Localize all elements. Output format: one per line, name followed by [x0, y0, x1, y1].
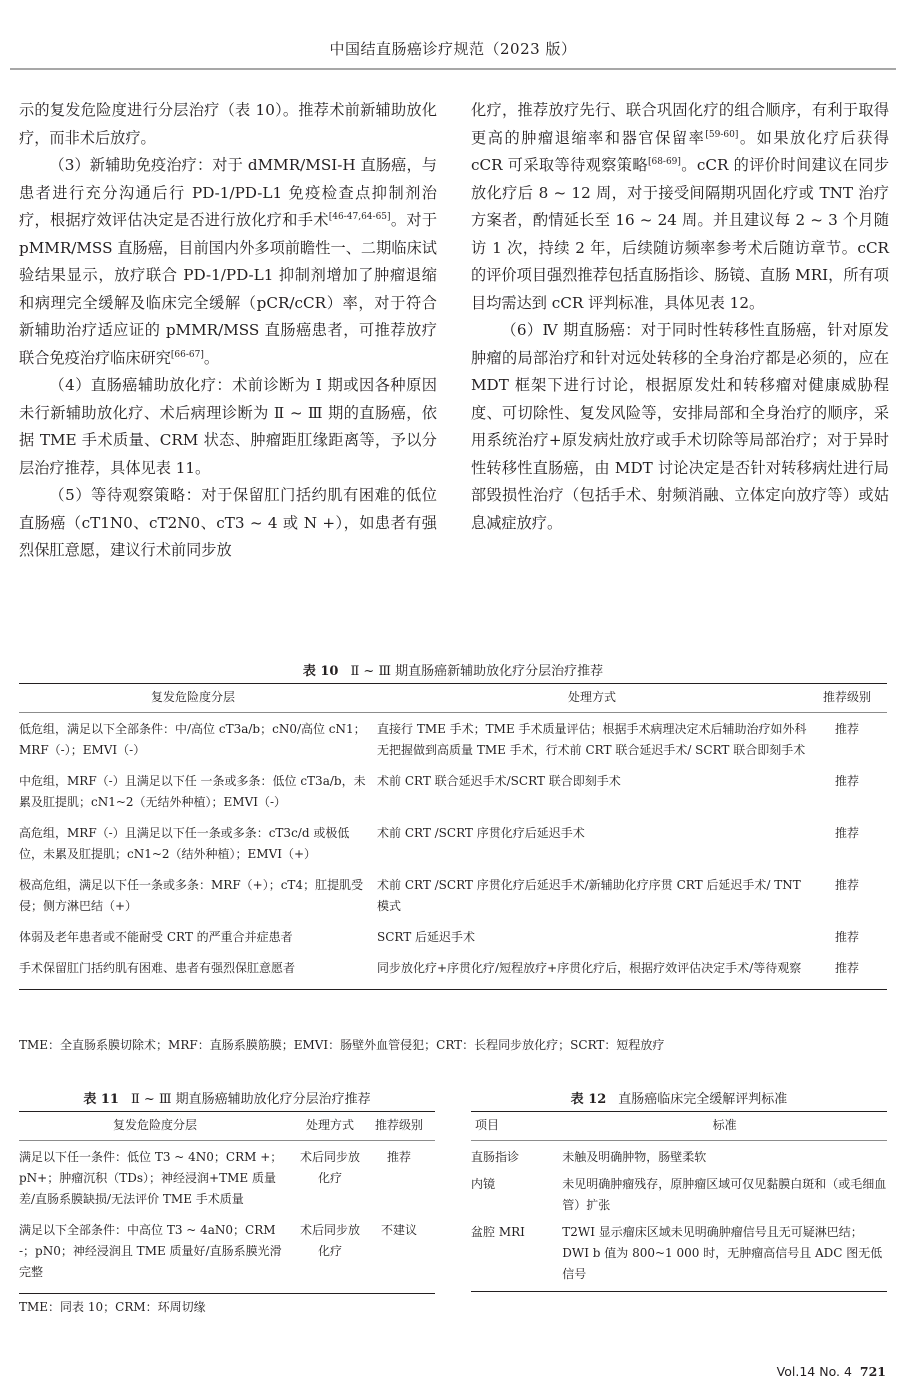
table-row: 高危组，MRF（-）且满足以下任一条或多条：cT3c/d 或极低位，未累及肛提肌；cN1~2（结外种植）；EMVI（+） 术前 CRT /SCRT 序贯化疗后延迟手术 推荐	[19, 826, 859, 861]
table-row: 手术保留肛门括约肌有困难、患者有强烈保肛意愿者 同步放化疗+序贯化疗/短程放疗+序贯化疗后，根据疗效评估决定手术/等待观察 推荐	[19, 958, 887, 990]
page-number: 721	[859, 1364, 886, 1379]
table-header: 推荐级别	[822, 690, 871, 704]
paragraph: 化疗，推荐放疗先行、联合巩固化疗的组合顺序，有利于取得更高的肿瘤退缩率和器官保留率[59-60]。如果放化疗后获得 cCR 可采取等待观察策略[68-69]。cCR 的评价时间建议在同步放化疗后 8 ~ 12 周，对于接受间隔期巩固化疗或 TNT 治疗方案者，酌情延长至 16 ~ 24 周。并且建议每 2 ~ 3 个月随访 1 次，持续 2 年，后续随访频率参考术后随访章节。cCR 的评价项目强烈推荐包括直肠指诊、肠镜、直肠 MRI，所有项目均需达到 cCR 评判标准，具体见表 12。	[471, 101, 890, 312]
table12	[471, 1111, 887, 1292]
table-row: 内镜 未见明确肿瘤残存，原肿瘤区域可仅见黏膜白斑和（或毛细血管）扩张	[471, 1177, 887, 1212]
citation: [66-67]	[170, 349, 204, 360]
table-header: 复发危险度分层	[150, 690, 235, 704]
table-header: 项目	[475, 1118, 500, 1132]
table12-caption: 表 12 直肠癌临床完全缓解评判标准	[570, 1092, 788, 1107]
table11	[19, 1111, 435, 1294]
table-header: 复发危险度分层	[112, 1118, 197, 1132]
table11-caption: 表 11 Ⅱ ~ Ⅲ 期直肠癌辅助放化疗分层治疗推荐	[83, 1092, 371, 1107]
citation: [59-60]	[705, 129, 739, 140]
paragraph-watch-and-wait: （5）等待观察策略：对于保留肛门括约肌有困难的低位直肠癌（cT1N0、cT2N0、cT3 ~ 4 或 N +），如患者有强烈保肛意愿，建议行术前同步放	[19, 486, 437, 559]
table-row: 体弱及老年患者或不能耐受 CRT 的严重合并症患者 SCRT 后延迟手术 推荐	[19, 930, 859, 944]
paragraph-neoadjuvant-immunotherapy: （3）新辅助免疫治疗：对于 dMMR/MSI-H 直肠癌，与患者进行充分沟通后行 PD-1/PD-L1 免疫检查点抑制剂治疗，根据疗效评估决定是否进行放化疗和手术[46-47,64-65]。对于 pMMR/MSS 直肠癌，目前国内外多项前瞻性一、二期临床试验结果显示，放疗联合 PD-1/PD-L1 抑制剂增加了肿瘤退缩和病理完全缓解及临床完全缓解（pCR/cCR）率，对于符合新辅助治疗适应证的 pMMR/MSS 直肠癌患者，可推荐放疗联合免疫治疗临床研究[66-67]。	[19, 156, 438, 367]
table-row: 低危组，满足以下全部条件：中/高位 cT3a/b；cN0/高位 cN1；MRF（-）；EMVI（-） 直接行 TME 手术；TME 手术质量评估；根据手术病理决定术后辅助治疗如外科无把握做到高质量 TME 手术，行术前 CRT 联合延迟手术/ SCRT 联合即刻手术 推荐	[19, 722, 859, 757]
table-row: 中危组，MRF（-）且满足以下任 一条或多条：低位 cT3a/b，未累及肛提肌；cN1~2（无结外种植）；EMVI（-） 术前 CRT 联合延迟手术/SCRT 联合即刻手术 推荐	[19, 774, 859, 809]
paragraph-stage-iv: （6）Ⅳ 期直肠癌：对于同时性转移性直肠癌，针对原发肿瘤的局部治疗和针对远处转移的全身治疗都是必须的，应在 MDT 框架下进行讨论，根据原发灶和转移瘤对健康威胁程度、可切除性、复发风险等，安排局部和全身治疗的顺序，采用系统治疗+原发病灶放疗或手术切除等局部治疗；对于异时性转移性直肠癌，由 MDT 讨论决定是否针对转移病灶进行局部毁损性治疗（包括手术、射频消融、立体定向放疗等）或姑息减症放疗。	[471, 321, 889, 532]
table10	[19, 683, 887, 990]
table-row: 满足以下任一条件：低位 T3 ~ 4N0；CRM +；pN+；肿瘤沉积（TDs）；神经浸润+TME 质量差/直肠系膜缺损/无法评价 TME 手术质量 术后同步放化疗 推荐	[19, 1150, 411, 1206]
paragraph-adjuvant-chemoradiotherapy: （4）直肠癌辅助放化疗：术前诊断为 Ⅰ 期或因各种原因未行新辅助放化疗、术后病理诊断为 Ⅱ ~ Ⅲ 期的直肠癌，依据 TME 手术质量、CRM 状态、肿瘤距肛缘距离等，予以分层治疗推荐，具体见表 11。	[19, 376, 437, 477]
table-header: 推荐级别	[374, 1118, 423, 1132]
header-rule	[10, 68, 896, 70]
table10-caption: 表 10 Ⅱ ~ Ⅲ 期直肠癌新辅助放化疗分层治疗推荐	[302, 664, 604, 679]
table10-footnote: TME：全直肠系膜切除术；MRF：直肠系膜筋膜；EMVI：肠壁外血管侵犯；CRT：长程同步放化疗；SCRT：短程放疗	[19, 1038, 665, 1052]
table-header: 处理方式	[567, 690, 616, 704]
paragraph: 示的复发危险度进行分层治疗（表 10）。推荐术前新辅助放化疗，而非术后放疗。	[19, 101, 437, 147]
volume-issue: Vol.14 No. 4	[776, 1364, 852, 1379]
table-row: 盆腔 MRI T2WI 显示瘤床区域未见明确肿瘤信号且无可疑淋巴结；DWI b 值为 800~1 000 时，无肿瘤高信号且 ADC 图无低信号	[471, 1222, 887, 1292]
citation: [46-47,64-65]	[328, 212, 391, 222]
table-row: 极高危组，满足以下任一条或多条：MRF（+）；cT4；肛提肌受侵；侧方淋巴结（+） 术前 CRT /SCRT 序贯化疗后延迟手术/新辅助化疗序贯 CRT 后延迟手术/ TNT 模式 推荐	[19, 878, 859, 913]
page-footer	[777, 1364, 886, 1379]
citation: [68-69]	[647, 157, 681, 167]
right-column	[471, 97, 889, 537]
table-row: 满足以下全部条件：中高位 T3 ~ 4aN0；CRM -；pN0；神经浸润且 TME 质量好/直肠系膜光滑完整 术后同步放化疗 不建议	[19, 1220, 435, 1294]
table-header: 标准	[712, 1118, 737, 1132]
table-row: 直肠指诊 未触及明确肿物，肠壁柔软	[471, 1150, 707, 1164]
running-header: 中国结直肠癌诊疗规范（2023 版）	[329, 40, 577, 58]
table-header: 处理方式	[305, 1118, 354, 1132]
table11-footnote: TME：同表 10；CRM：环周切缘	[19, 1300, 206, 1314]
left-column	[19, 97, 437, 565]
